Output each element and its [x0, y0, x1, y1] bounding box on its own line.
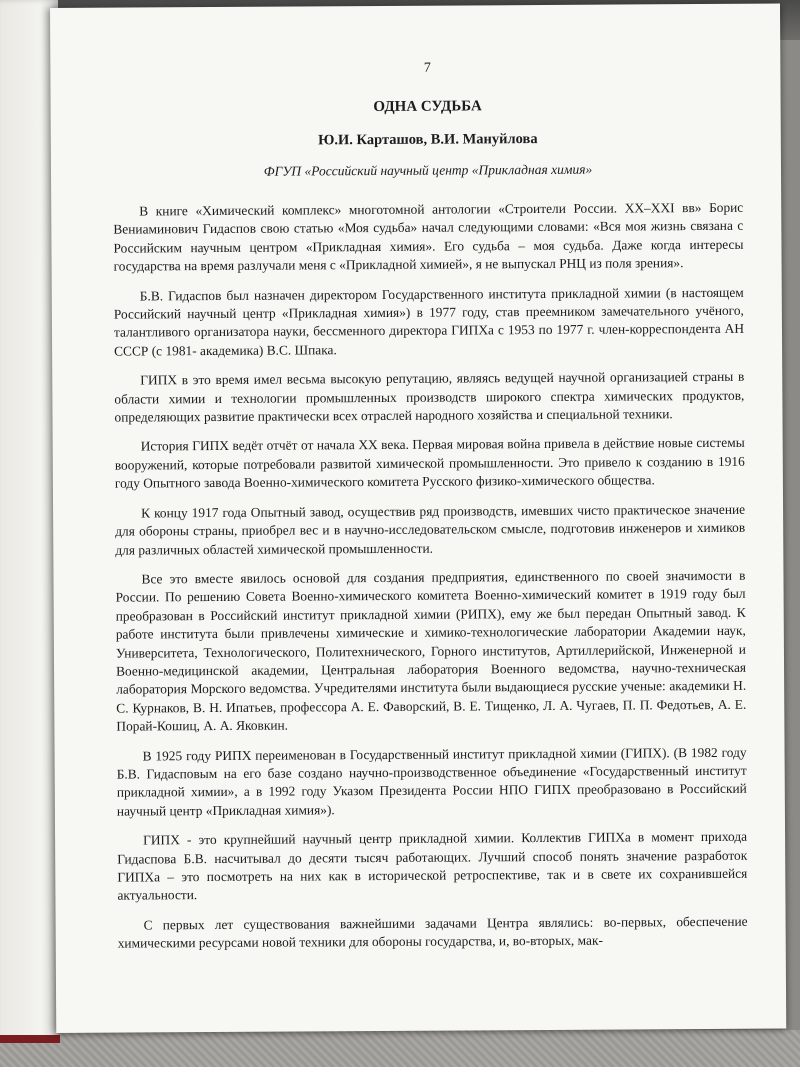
paragraph: ГИПХ - это крупнейший научный центр прикладной химии. Коллектив ГИПХа в момент прихода Гидаспова Б.В. насчитывал до десяти тысяч работающих. Лучший способ понять значение разработок ГИПХа – это посмотреть на них как в исторической ретроспективе, так и в свете их сохранившейся актуальности.: [117, 828, 748, 904]
left-page-edge: [0, 0, 58, 1040]
article-authors: Ю.И. Карташов, В.И. Мануйлова: [317, 131, 538, 149]
paragraph: Б.В. Гидаспов был назначен директором Государственного института прикладной химии (в настоящем Российский научный центр «Прикладная химия») в 1977 году, став преемником замечательного учёного, талантливого организатора науки, бессменного директора ГИПХа с 1953 по 1977 г. член-корреспондента АН СССР (с 1981- академика) В.С. Шпака.: [113, 284, 745, 359]
document-page: [50, 4, 786, 1033]
paragraph: С первых лет существования важнейшими задачами Центра являлись: во-первых, обеспечение химическими ресурсами новой техники для обороны государства, и, во-вторых, мак-: [117, 913, 748, 951]
paragraph: В 1925 году РИПХ переименован в Государственный институт прикладной химии (ГИПХ). (В 1982 году Б.В. Гидасповым на его базе создано научно-производственное объединение «Государственный институт прикладной химии», а в 1992 году Указом Президента России НПО ГИПХ преобразовано в Российский научный центр «Прикладная химия»).: [116, 744, 747, 819]
paragraph: ГИПХ в это время имел весьма высокую репутацию, являясь ведущей научной организацией страны в области химии и технологии промышленных производств широкого спектра химических продуктов, определяющих развитие практически всех отраслей народного хозяйства и специальной техники.: [114, 369, 745, 425]
author-affiliation: ФГУП «Российский научный центр «Прикладная химия»: [263, 161, 593, 179]
paragraph: К концу 1917 года Опытный завод, осуществив ряд производств, имевших чисто практическое значение для обороны страны, приобрел вес и в научно-исследовательском смысле, подготовив инженеров и химиков для различных областей химической промышленности.: [115, 501, 746, 558]
paragraph: Все это вместе явилось основой для создания предприятия, единственного по своей значимости в России. По решению Совета Военно-химического комитета Военно-химический комитет в 1919 году был преобразован в Российский институт прикладной химии (РИПХ), ему же был передан Опытный завод. К работе института были привлечены химические и химико-технологические лаборатории Академии наук, Университета, Технологического, Политехнического, Горного институтов, Артиллерийской, Инженерной и Военно-медицинской академии, Центральная лаборатория Военного ведомства, научно-техническая лаборатория Морского ведомства. Учредителями института были выдающиеся русские ученые: академики Н. С. Курнаков, В. Н. Ипатьев, профессора А. Е. Фаворский, В. Е. Тищенко, Л. А. Чугаев, П. П. Федотьев, А. Е. Порай-Кошиц, А. А. Яковкин.: [115, 567, 747, 734]
article-title: ОДНА СУДЬБА: [373, 98, 482, 116]
page-number: 7: [423, 60, 431, 76]
background-surface: [0, 1030, 800, 1067]
paragraph: В книге «Химический комплекс» многотомной антологии «Строители России. XX–XXI вв» Борис Вениаминович Гидаспов свою статью «Моя судьба» начал следующими словами: «Вся моя жизнь связана с Российским научным центром «Прикладная химия». Его судьба – моя судьба. Даже когда интересы государства на время разлучали меня с «Прикладной химией», я не выпускал РНЦ из поля зрения».: [113, 199, 744, 274]
paragraph: История ГИПХ ведёт отчёт от начала XX века. Первая мировая война привела в действие новые системы вооружений, которые потребовали развитой химической промышленности. Это привело к созданию в 1916 году Опытного завода Военно-химического комитета Русского физико-химического общества.: [114, 435, 745, 491]
book-cover-edge: [0, 1035, 60, 1043]
page-content: [112, 59, 747, 964]
